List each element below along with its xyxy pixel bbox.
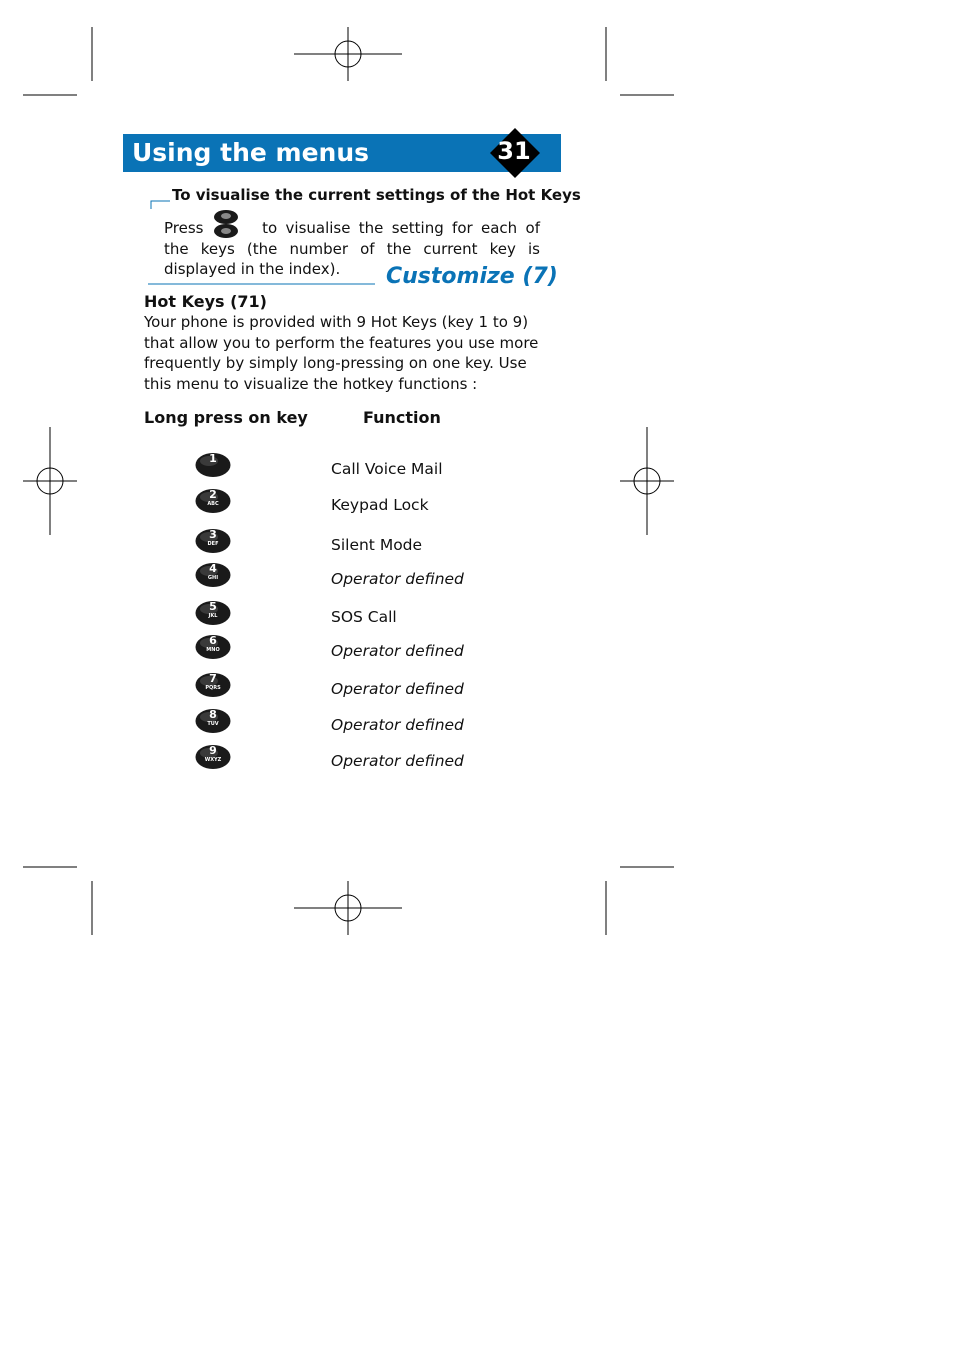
- key-9-icon: [194, 744, 232, 768]
- key-letters: MNO: [206, 647, 220, 653]
- navigation-up-down-key-icon: [213, 209, 239, 239]
- function-label: Operator defined: [331, 752, 464, 770]
- function-label: Operator defined: [331, 680, 464, 698]
- hot-keys-description: Your phone is provided with 9 Hot Keys (key 1 to 9) that allow you to perform the features you use more frequently by simply long-pressing on one key. Use this menu to visualize the hotkey functions :: [144, 313, 539, 393]
- page-title: Using the menus: [132, 138, 370, 167]
- key-letters: DEF: [207, 541, 219, 547]
- key-7-icon: [194, 672, 232, 696]
- key-digit: 6: [209, 634, 217, 647]
- column-header-key: Long press on key: [144, 408, 308, 427]
- key-letters: WXYZ: [204, 757, 222, 763]
- key-1-icon: [194, 452, 232, 476]
- hot-keys-title: Hot Keys (71): [144, 292, 267, 311]
- key-letters: JKL: [208, 613, 218, 619]
- key-4-icon: [194, 562, 232, 586]
- function-label: Operator defined: [331, 716, 464, 734]
- key-letters: GHI: [207, 575, 219, 581]
- intro-heading: To visualise the current settings of the Hot Keys: [172, 186, 581, 204]
- function-label: Call Voice Mail: [331, 460, 443, 478]
- column-header-function: Function: [363, 408, 441, 427]
- key-3-icon: [194, 528, 232, 552]
- key-digit: 5: [209, 600, 217, 613]
- function-label: Operator defined: [331, 570, 464, 588]
- key-5-icon: [194, 600, 232, 624]
- key-digit: 1: [209, 452, 217, 465]
- key-letters: TUV: [207, 721, 219, 727]
- intro-text-after: to visualise the setting for each of the keys (the number of the current key is displayed in the index).: [164, 219, 540, 278]
- key-6-icon: [194, 634, 232, 658]
- key-8-icon: [194, 708, 232, 732]
- key-letters: ABC: [207, 501, 219, 507]
- key-digit: 8: [209, 708, 217, 721]
- page-number: 31: [497, 137, 531, 165]
- key-2-icon: [194, 488, 232, 512]
- key-digit: 9: [209, 744, 217, 757]
- intro-text-before: Press: [164, 219, 204, 237]
- key-digit: 2: [209, 488, 217, 501]
- key-letters: PQRS: [205, 685, 221, 691]
- key-digit: 3: [209, 528, 217, 541]
- function-label: Silent Mode: [331, 536, 423, 554]
- key-digit: 7: [209, 672, 217, 685]
- function-label: Operator defined: [331, 642, 464, 660]
- section-title: Customize (7): [386, 264, 558, 289]
- key-digit: 4: [209, 562, 217, 575]
- function-label: SOS Call: [331, 608, 397, 626]
- function-label: Keypad Lock: [331, 496, 429, 514]
